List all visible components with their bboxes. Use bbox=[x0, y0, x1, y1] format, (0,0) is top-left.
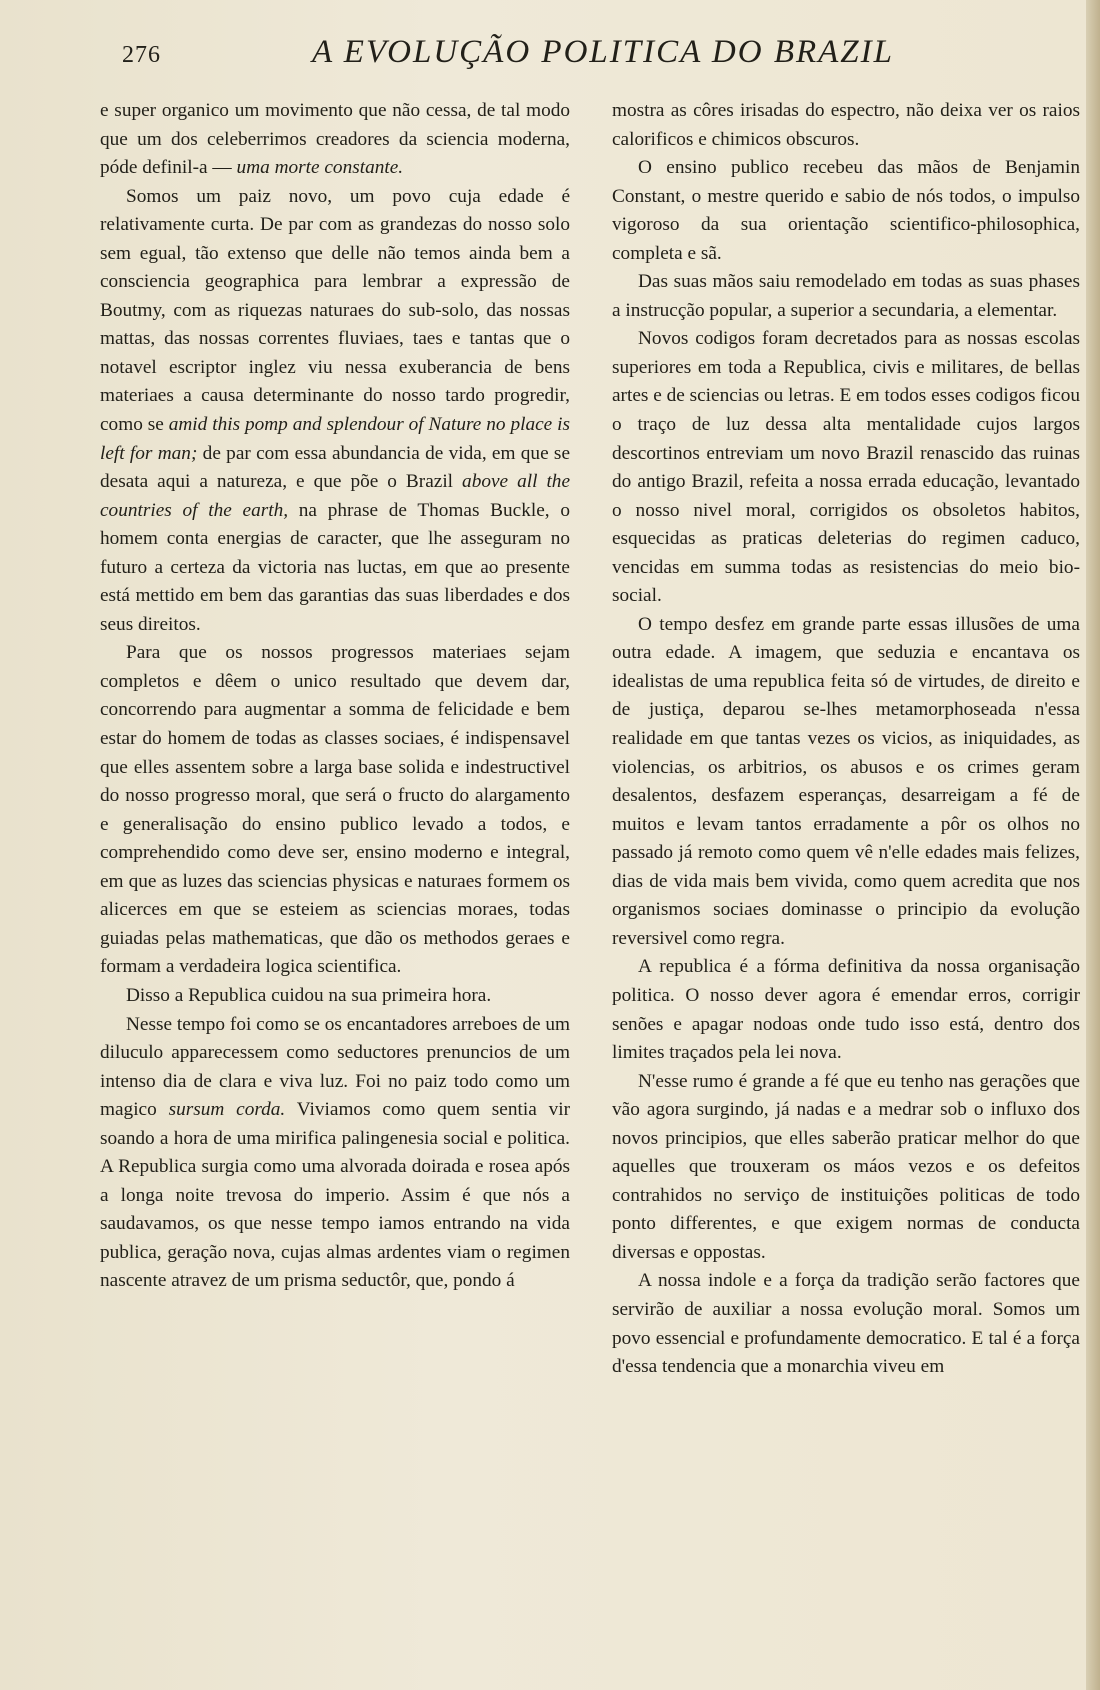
right-column bbox=[612, 97, 1080, 1382]
paragraph: O ensino publico recebeu das mãos de Benjamin Constant, o mestre querido e sabio de nós todos, o impulso vigoroso da sua orientação scientifico-philosophica, completa e sã. bbox=[612, 157, 1080, 264]
paragraph: O tempo desfez em grande parte essas illusões de uma outra edade. A imagem, que seduzia e encantava os idealistas de uma republica feita só de virtudes, de direito e de justiça, deparou se-lhes metamorphoseada n'essa realidade em que tantas vezes os vicios, as iniquidades, as violencias, os arbitrios, os abusos e os crimes geram desalentos, desfazem esperanças, desarreigam a fé de muitos e levam tantos erradamente a pôr os olhos no passado já remoto como quem vê n'elle edades mais felizes, dias de vida mais bem vivida, como quem acredita que nos organismos sociaes dominasse o principio da evolução reversivel como regra. bbox=[612, 613, 1080, 949]
text-run: Somos um paiz novo, um povo cuja edade é relativamente curta. De par com as grandezas do nosso solo sem egual, tão extenso que delle não temos ainda bem a consciencia geographica para lembrar a expressão de Boutmy, com as riquezas naturaes do sub-solo, das nossas mattas, das nossas correntes fluviaes, taes e tantas que o notavel escriptor inglez viu nessa exuberancia de bens materiaes a causa determinante do nosso tardo progredir, como se bbox=[100, 185, 570, 436]
italic-quote: above all the countries of the earth, bbox=[100, 471, 570, 521]
running-title: A EVOLUÇÃO POLITICA DO BRAZIL bbox=[312, 34, 894, 70]
paragraph: Novos codigos foram decretados para as nossas escolas superiores em toda a Republica, civis e militares, de bellas artes e de sciencias ou letras. E em todos esses codigos ficou o traço de luz dessa alta mentalidade cujos largos descortinos entreviam um novo Brazil renascido das ruinas do antigo Brazil, refeita a nossa errada educação, levantado o nosso nivel moral, corrigidos os obsoletos habitos, esquecidas as praticas deleterias do regimen caduco, vencidas em summa todas as resistencias do meio bio-social. bbox=[612, 328, 1080, 607]
page-edge bbox=[1086, 0, 1100, 1690]
paragraph bbox=[100, 1011, 570, 1296]
paragraph: A republica é a fórma definitiva da nossa organisação politica. O nosso dever agora é emendar erros, corrigir senões e apagar nodoas onde tudo isso está, dentro dos limites traçados pela lei nova. bbox=[612, 956, 1080, 1064]
paragraph: Para que os nossos progressos materiaes sejam completos e dêem o unico resultado que devem dar, concorrendo para augmentar a somma de felicidade e bem estar do homem de todas as classes sociaes, é indispensavel que elles assentem sobre a larga base solida e indestructivel do nosso progresso moral, que será o fructo do alargamento e generalisação do ensino publico levado a todos, e comprehendido como deve ser, ensino moderno e integral, em que as luzes das sciencias physicas e naturaes formem os alicerces em que se esteiem as sciencias moraes, todas guiadas pelas mathematicas, que dão os methodos geraes e formam a verdadeira logica scientifica. bbox=[100, 642, 570, 978]
text-run: e super organico um movimento que não cessa, de tal modo que um dos celeberrimos creadores da sciencia moderna, póde definil-a — bbox=[100, 100, 570, 179]
text-run: na phrase de Thomas Buckle, o homem conta energias de caracter, que lhe asseguram no futuro a certeza da victoria nas luctas, em que ao presente está mettido em bem das garantias das suas liberdades e dos seus direitos. bbox=[100, 499, 570, 635]
paragraph: N'esse rumo é grande a fé que eu tenho nas gerações que vão agora surgindo, já nadas e a medrar sob o influxo dos novos principios, que elles saberão praticar melhor do que aquelles que trouxeram os máos vezos e os defeitos contrahidos no serviço de instituições politicas de todo ponto differentes, e que exigem normas de conducta diversas e oppostas. bbox=[612, 1070, 1080, 1263]
left-column bbox=[100, 97, 570, 1296]
page-header bbox=[122, 34, 992, 84]
paragraph: mostra as côres irisadas do espectro, não deixa ver os raios calorificos e chimicos obscuros. bbox=[612, 100, 1080, 150]
text-run: de par com essa abundancia de vida, em que se desata aqui a natureza, e que põe o Brazil bbox=[100, 442, 570, 493]
paragraph bbox=[100, 97, 570, 183]
italic-phrase: sursum corda. bbox=[168, 1099, 286, 1121]
italic-phrase: uma morte constante. bbox=[236, 157, 404, 179]
page-number: 276 bbox=[122, 42, 161, 68]
paragraph: A nossa indole e a força da tradição serão factores que servirão de auxiliar a nossa evolução moral. Somos um povo essencial e profundamente democratico. E tal é a força d'essa tendencia que a monarchia viveu em bbox=[612, 1270, 1080, 1378]
paragraph: Das suas mãos saiu remodelado em todas as suas phases a instrucção popular, a superior a secundaria, a elementar. bbox=[612, 271, 1080, 321]
text-run: Viviamos como quem sentia vir soando a hora de uma mirifica palingenesia social e politica. A Republica surgia como uma alvorada doirada e rosea após a longa noite trevosa do imperio. Assim é que nós a saudavamos, os que nesse tempo iamos entrando na vida publica, geração nova, cujas almas ardentes viam o regimen nascente atravez de um prisma seductôr, que, pondo á bbox=[100, 1099, 571, 1292]
italic-quote: amid this pomp and splendour of Nature no place is left for man; bbox=[100, 414, 570, 464]
text-run: Nesse tempo foi como se os encantadores arreboes de um diluculo apparecessem como seductores prenuncios de um intenso dia de clara e viva luz. Foi no paiz todo como um magico bbox=[100, 1013, 570, 1121]
paragraph bbox=[100, 183, 570, 640]
paragraph: Disso a Republica cuidou na sua primeira hora. bbox=[126, 984, 492, 1006]
